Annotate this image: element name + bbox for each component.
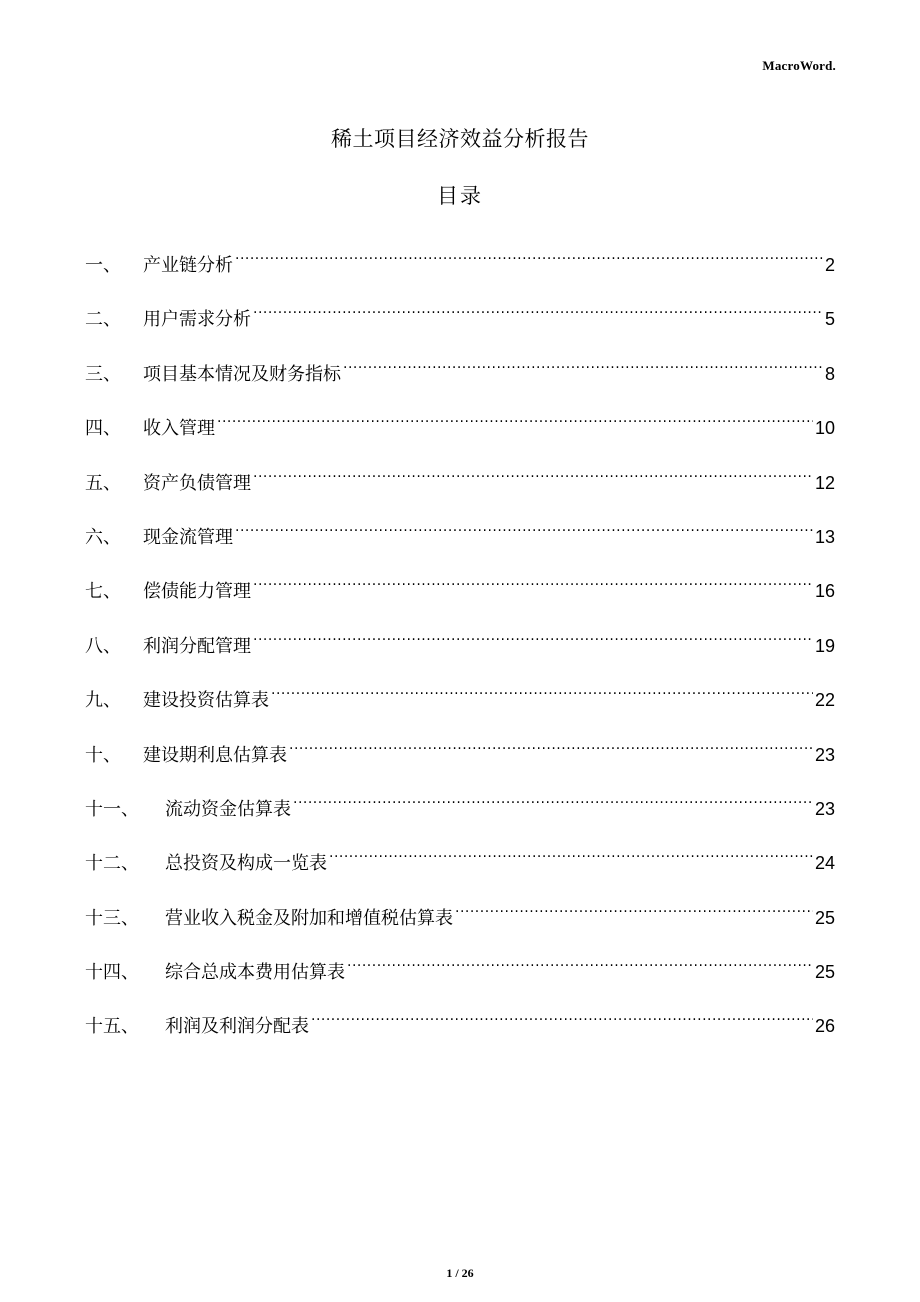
toc-entry-label: 流动资金估算表 bbox=[165, 798, 291, 820]
toc-entry-page: 25 bbox=[814, 907, 835, 928]
toc-entry-number: 十一、 bbox=[85, 798, 139, 820]
toc-entry[interactable] bbox=[85, 940, 835, 994]
toc-entry-page: 19 bbox=[814, 635, 835, 656]
toc-entry-page: 13 bbox=[814, 526, 835, 547]
toc-leader-dots bbox=[253, 287, 823, 325]
toc-entry-number: 十二、 bbox=[85, 853, 139, 875]
toc-entry[interactable] bbox=[85, 886, 835, 940]
toc-leader-dots bbox=[253, 451, 813, 489]
header-brand: MacroWord. bbox=[762, 58, 836, 73]
toc-leader-dots bbox=[329, 831, 813, 869]
page-indicator: 1 / 26 bbox=[446, 1266, 474, 1280]
toc-entry-label: 现金流管理 bbox=[143, 526, 233, 548]
toc-leader-dots bbox=[217, 396, 813, 434]
toc-entry-page: 23 bbox=[814, 798, 835, 819]
toc-entry[interactable] bbox=[85, 831, 835, 885]
toc-entry-number: 六、 bbox=[85, 526, 121, 548]
toc-entry-number: 十三、 bbox=[85, 907, 139, 929]
toc-heading: 目录 bbox=[437, 184, 483, 208]
toc-leader-dots bbox=[347, 940, 813, 978]
toc-entry-label: 偿债能力管理 bbox=[143, 581, 251, 603]
toc-entry-label: 项目基本情况及财务指标 bbox=[143, 363, 341, 385]
toc-leader-dots bbox=[293, 777, 813, 815]
toc-entry-label: 资产负债管理 bbox=[143, 472, 251, 494]
toc-entry-number: 三、 bbox=[85, 363, 121, 385]
toc-leader-dots bbox=[271, 668, 813, 706]
toc-entry[interactable] bbox=[85, 559, 835, 613]
toc-entry-number: 五、 bbox=[85, 472, 121, 494]
toc-entry-label: 产业链分析 bbox=[143, 255, 233, 276]
toc-leader-dots bbox=[311, 994, 813, 1032]
toc-entry-page: 2 bbox=[824, 255, 835, 275]
toc-entry-page: 16 bbox=[814, 581, 835, 602]
toc-entry-number: 十四、 bbox=[85, 962, 139, 984]
toc-entry-page: 5 bbox=[824, 309, 835, 330]
toc-entry-label: 利润分配管理 bbox=[143, 635, 251, 657]
toc-entry[interactable] bbox=[85, 723, 835, 777]
toc-leader-dots bbox=[235, 505, 813, 543]
toc-entry[interactable] bbox=[85, 342, 835, 396]
table-of-contents bbox=[85, 233, 835, 1049]
toc-entry-number: 八、 bbox=[85, 635, 121, 657]
toc-leader-dots bbox=[253, 559, 813, 597]
toc-entry-label: 利润及利润分配表 bbox=[165, 1016, 309, 1038]
toc-entry-page: 10 bbox=[814, 418, 835, 439]
toc-leader-dots bbox=[343, 342, 823, 380]
toc-entry[interactable] bbox=[85, 451, 835, 505]
toc-entry[interactable] bbox=[85, 233, 835, 287]
toc-entry-label: 总投资及构成一览表 bbox=[165, 853, 327, 875]
toc-entry-label: 综合总成本费用估算表 bbox=[165, 962, 345, 984]
toc-entry-number: 十五、 bbox=[85, 1016, 139, 1038]
toc-entry-number: 四、 bbox=[85, 418, 121, 440]
toc-entry-number: 七、 bbox=[85, 581, 121, 603]
toc-entry[interactable] bbox=[85, 614, 835, 668]
toc-entry-page: 22 bbox=[814, 690, 835, 711]
toc-entry[interactable] bbox=[85, 777, 835, 831]
document-title: 稀土项目经济效益分析报告 bbox=[331, 127, 589, 151]
toc-entry-page: 25 bbox=[814, 962, 835, 983]
toc-entry-page: 24 bbox=[814, 853, 835, 874]
toc-entry-number: 一、 bbox=[85, 255, 121, 276]
toc-entry-label: 建设投资估算表 bbox=[143, 690, 269, 712]
toc-entry-page: 23 bbox=[814, 744, 835, 765]
toc-entry-number: 二、 bbox=[85, 309, 121, 331]
toc-entry-label: 建设期利息估算表 bbox=[143, 744, 287, 766]
toc-leader-dots bbox=[289, 723, 813, 761]
toc-leader-dots bbox=[455, 886, 813, 924]
toc-entry[interactable] bbox=[85, 994, 835, 1048]
toc-entry-label: 收入管理 bbox=[143, 418, 215, 440]
toc-entry-number: 九、 bbox=[85, 690, 121, 712]
toc-entry[interactable] bbox=[85, 396, 835, 450]
toc-entry-label: 营业收入税金及附加和增值税估算表 bbox=[165, 907, 453, 929]
toc-entry[interactable] bbox=[85, 668, 835, 722]
toc-leader-dots bbox=[235, 233, 823, 271]
toc-entry-page: 12 bbox=[814, 472, 835, 493]
toc-entry[interactable] bbox=[85, 505, 835, 559]
toc-entry-page: 8 bbox=[824, 363, 835, 384]
toc-entry-page: 26 bbox=[814, 1016, 835, 1037]
toc-entry-label: 用户需求分析 bbox=[143, 309, 251, 331]
toc-entry[interactable] bbox=[85, 287, 835, 341]
toc-leader-dots bbox=[253, 614, 813, 652]
toc-entry-number: 十、 bbox=[85, 744, 121, 766]
